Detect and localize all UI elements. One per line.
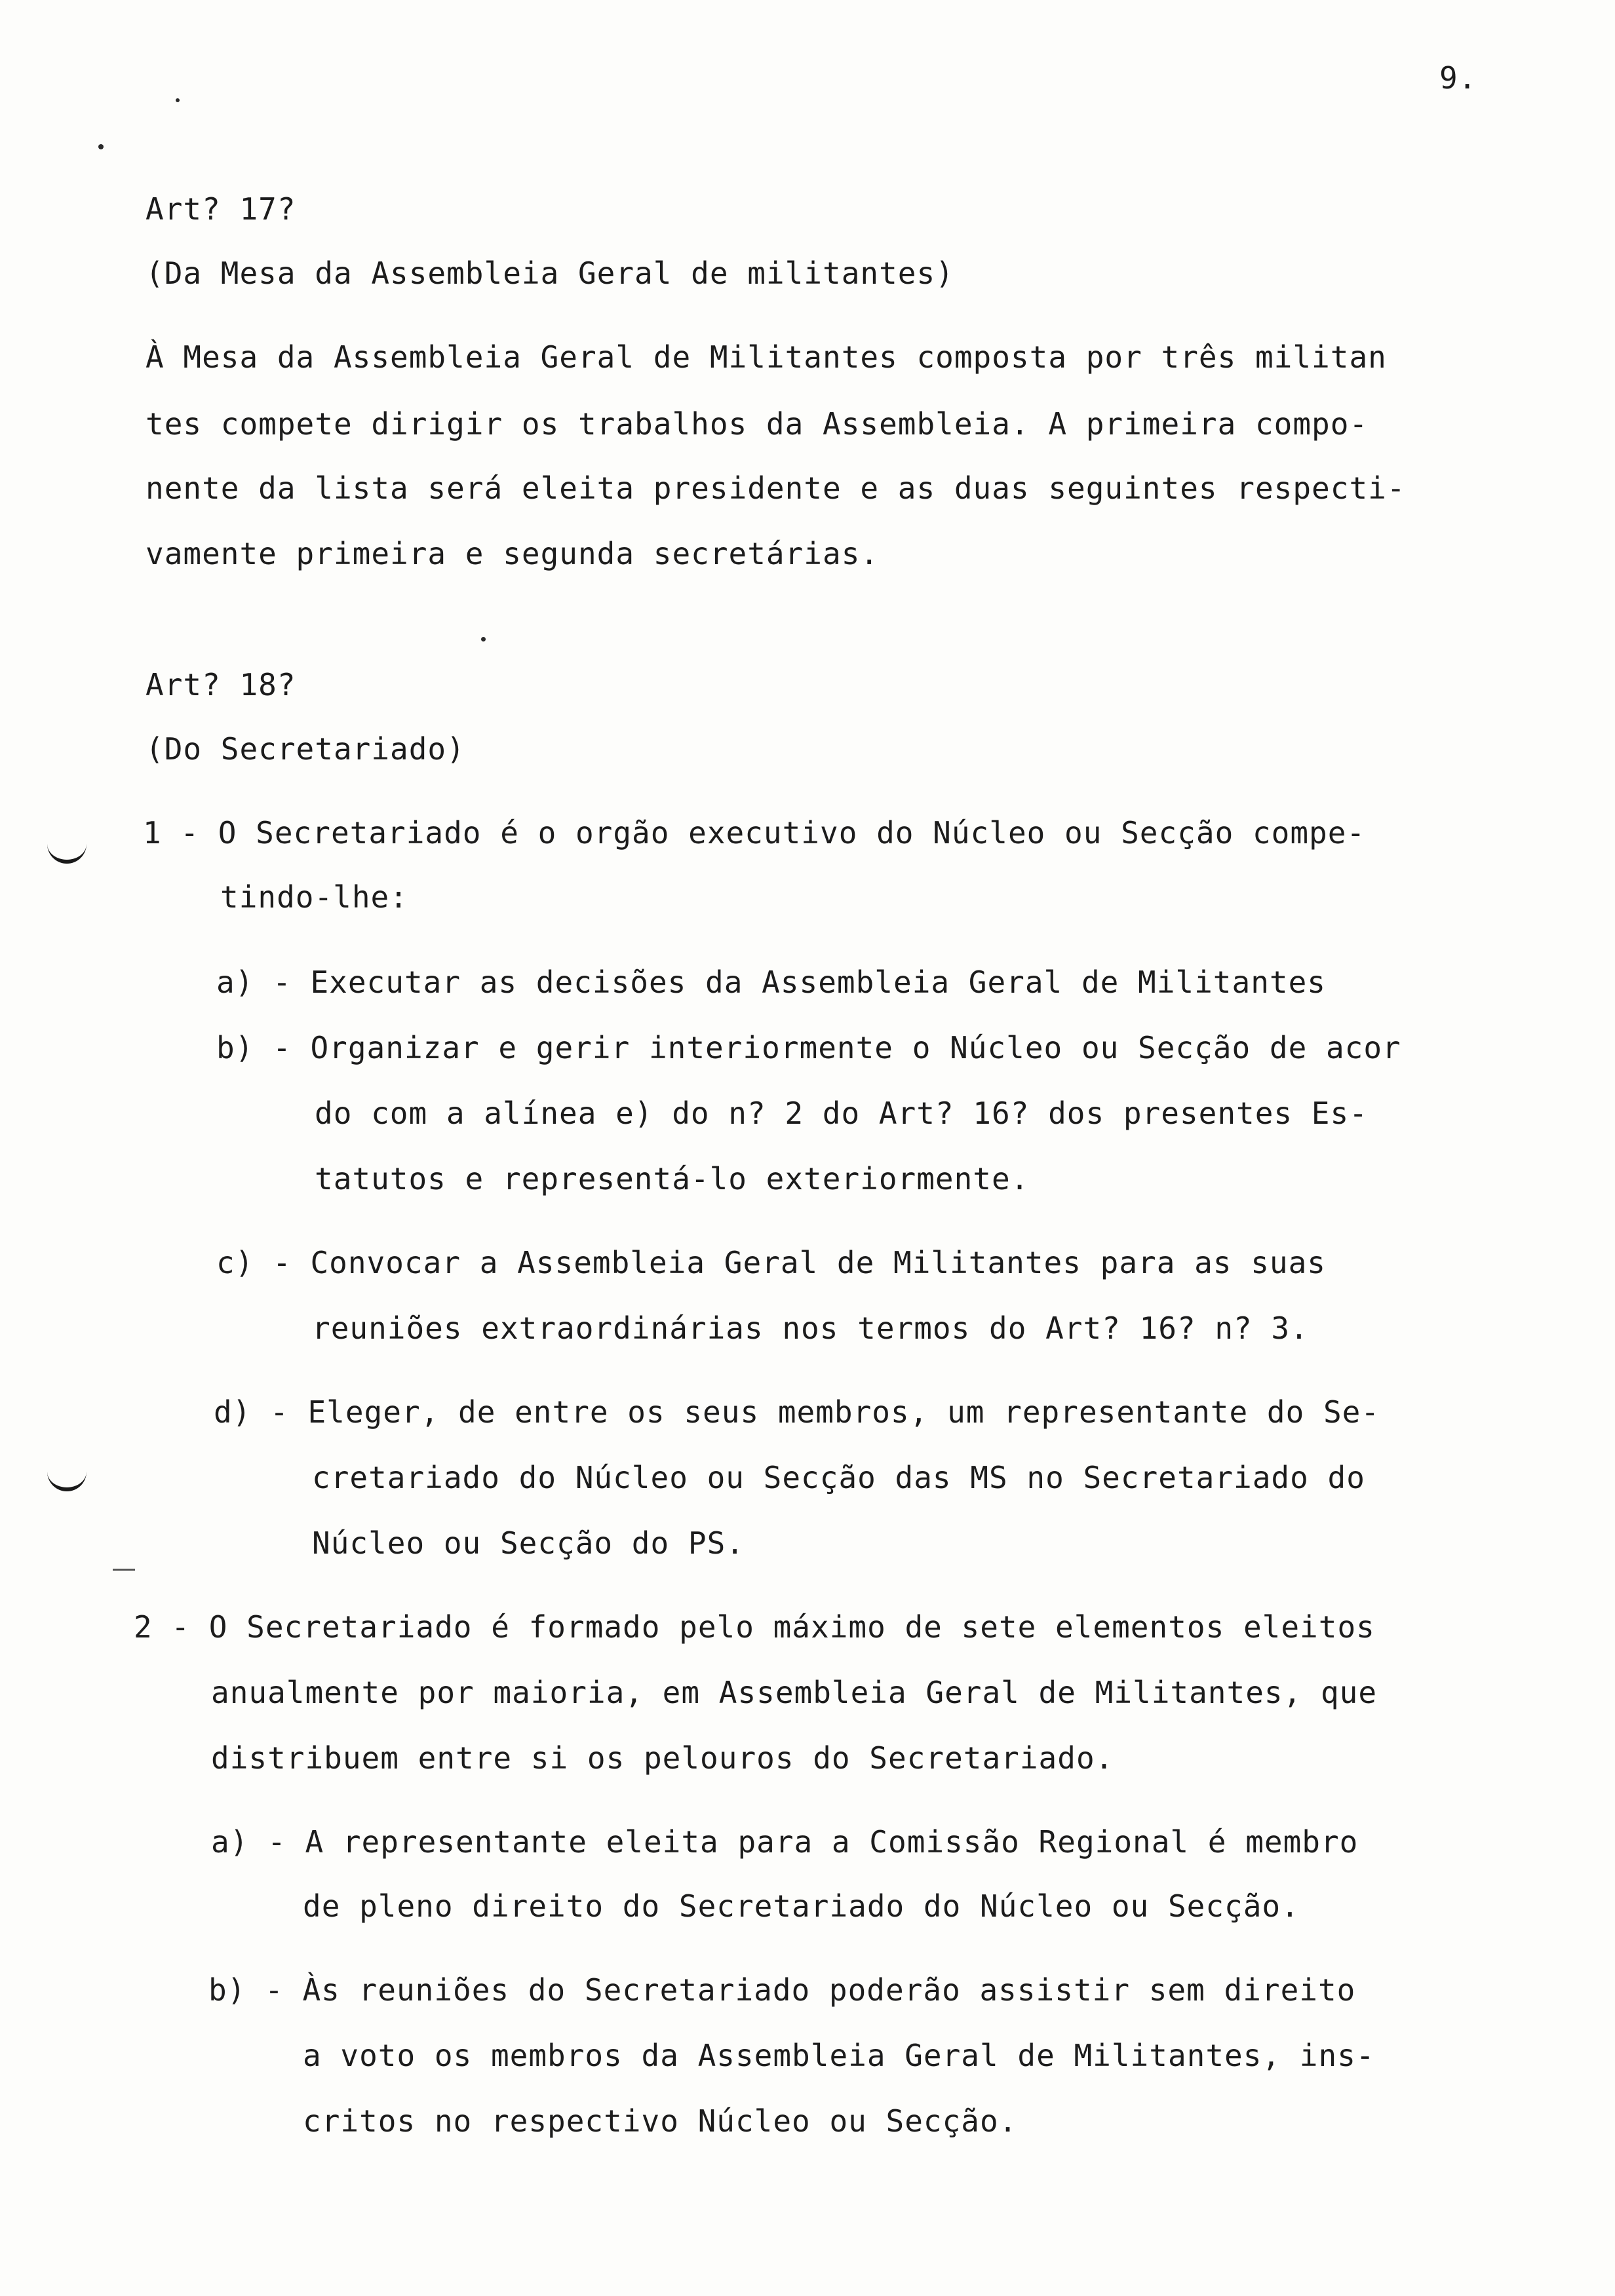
art18-subheading: (Do Secretariado): [146, 731, 465, 767]
margin-bracket-mark: [47, 840, 87, 864]
art18-item1-d-line-2: cretariado do Núcleo ou Secção das MS no Secretariado do: [312, 1460, 1365, 1495]
art17-line-2: tes compete dirigir os trabalhos da Assembleia. A primeira compo-: [146, 406, 1369, 442]
art17-subheading: (Da Mesa da Assembleia Geral de militantes): [146, 256, 954, 291]
art17-line-1: À Mesa da Assembleia Geral de Militantes composta por três militan: [146, 339, 1387, 375]
art18-item2-line-2: anualmente por maioria, em Assembleia Geral de Militantes, que: [211, 1675, 1378, 1710]
art18-heading: Art? 18?: [146, 667, 296, 702]
art17-line-3: nente da lista será eleita presidente e as duas seguintes respecti-: [146, 470, 1406, 506]
art18-item1-b-line-1: b) - Organizar e gerir interiormente o Núcleo ou Secção de acor: [216, 1030, 1401, 1065]
art17-heading: Art? 17?: [146, 191, 296, 227]
art18-item2-b-line-2: a voto os membros da Assembleia Geral de Militantes, ins-: [303, 2038, 1375, 2073]
margin-bracket-mark: [47, 1468, 87, 1491]
scan-speck: [176, 98, 180, 102]
art18-item1-c-line-2: reuniões extraordinárias nos termos do Art? 16? n? 3.: [312, 1311, 1309, 1346]
art18-item1-d-line-1: d) - Eleger, de entre os seus membros, um representante do Se-: [214, 1394, 1380, 1430]
art18-item2-b-line-1: b) - Às reuniões do Secretariado poderão assistir sem direito: [208, 1972, 1356, 2008]
art18-item1-b-line-2: do com a alínea e) do n? 2 do Art? 16? dos presentes Es-: [315, 1096, 1368, 1131]
art18-item2-b-line-3: critos no respectivo Núcleo ou Secção.: [303, 2103, 1018, 2139]
art18-item2-line-1: 2 - O Secretariado é formado pelo máximo de sete elementos eleitos: [134, 1609, 1375, 1645]
art18-item1-d-line-3: Núcleo ou Secção do PS.: [312, 1525, 745, 1561]
art18-item2-a-line-1: a) - A representante eleita para a Comissão Regional é membro: [211, 1824, 1359, 1860]
page-number: 9.: [1439, 60, 1477, 96]
art18-item1-line-1: 1 - O Secretariado é o orgão executivo do Núcleo ou Secção compe-: [143, 815, 1366, 851]
scan-speck: [481, 637, 486, 641]
art17-line-4: vamente primeira e segunda secretárias.: [146, 536, 880, 571]
margin-dash-mark: [113, 1569, 135, 1571]
art18-item2-line-3: distribuem entre si os pelouros do Secretariado.: [211, 1740, 1114, 1776]
art18-item1-line-2: tindo-lhe:: [220, 879, 408, 915]
scan-speck: [98, 144, 104, 149]
art18-item1-b-line-3: tatutos e representá-lo exteriormente.: [315, 1161, 1030, 1196]
art18-item1-c-line-1: c) - Convocar a Assembleia Geral de Militantes para as suas: [216, 1245, 1326, 1280]
art18-item1-a-line-1: a) - Executar as decisões da Assembleia Geral de Militantes: [216, 965, 1326, 1000]
art18-item2-a-line-2: de pleno direito do Secretariado do Núcleo ou Secção.: [303, 1888, 1300, 1924]
